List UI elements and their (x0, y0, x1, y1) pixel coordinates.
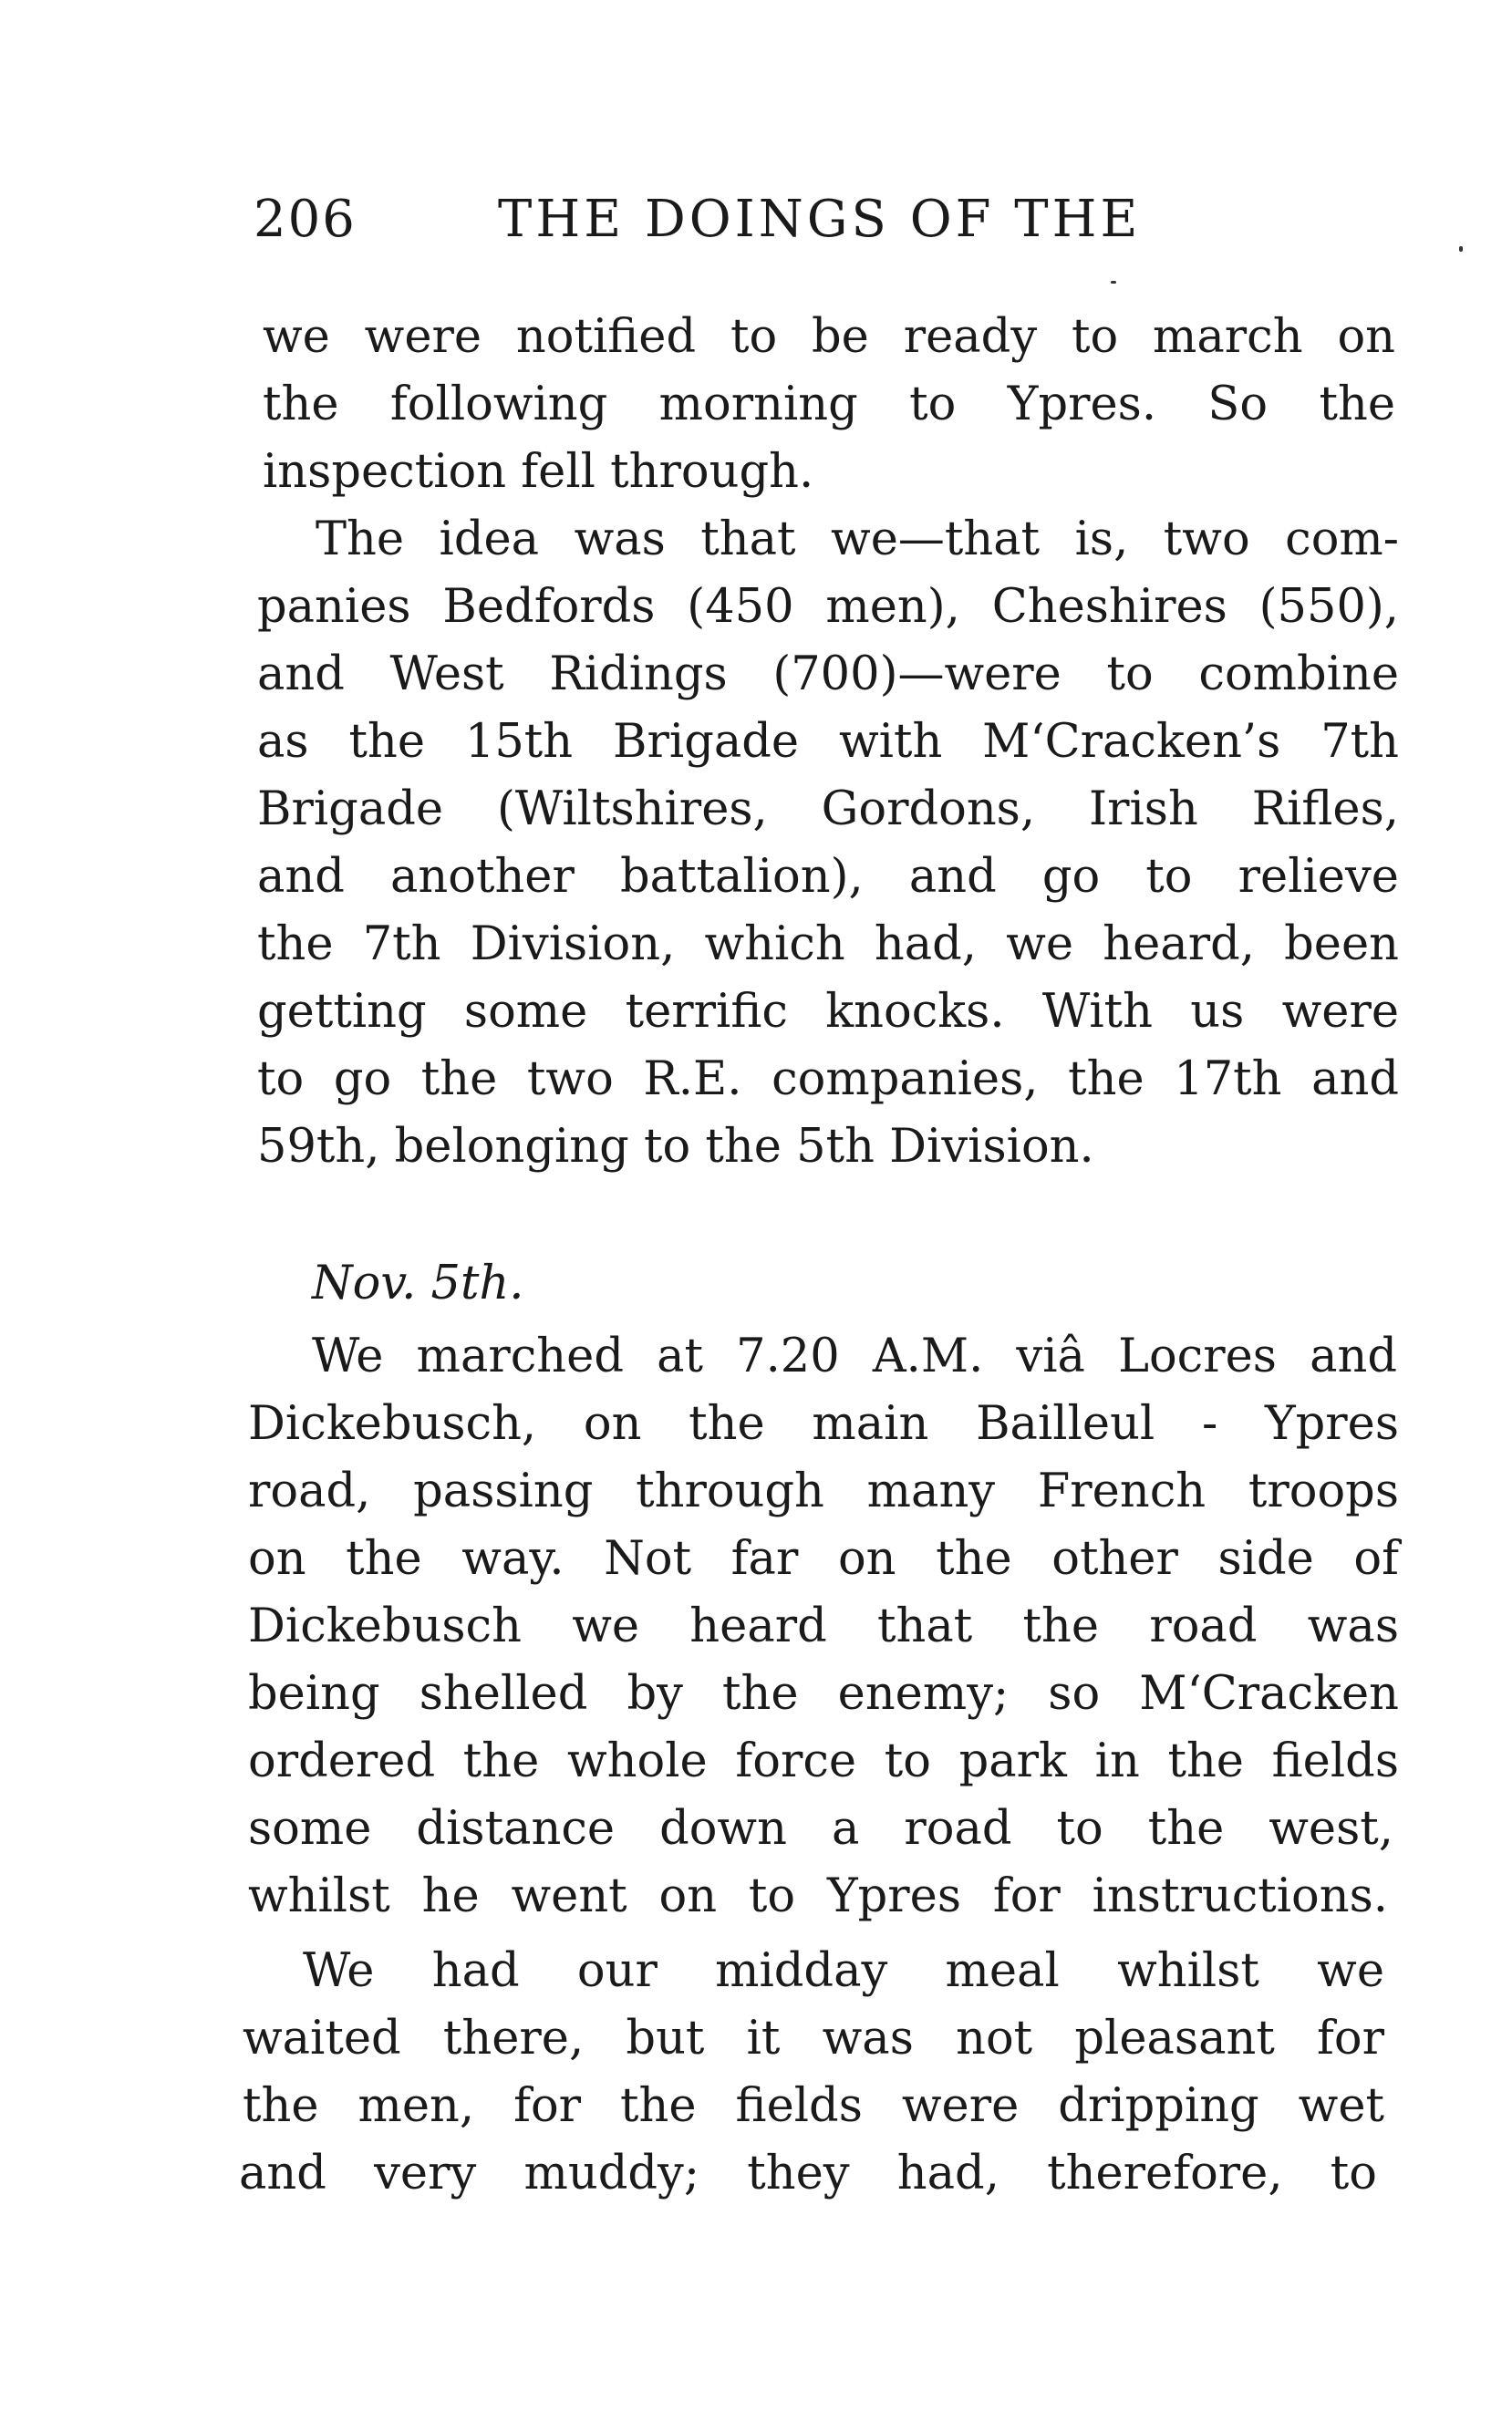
running-head: THE DOINGS OF THE (498, 190, 1142, 249)
text-line: Dickebusch we heard that the road was (248, 1600, 1399, 1653)
text-line: the following morning to Ypres. So the (263, 378, 1395, 431)
text-line: as the 15th Brigade with M‘Cracken’s 7th (257, 715, 1399, 769)
text-line: getting some terrific knocks. With us were (257, 985, 1399, 1039)
text-line: whilst he went on to Ypres for instructions. (248, 1869, 1388, 1923)
text-line: waited there, but it was not pleasant for (243, 2012, 1384, 2065)
page-number: 206 (254, 190, 357, 249)
text-line: panies Bedfords (450 men), Cheshires (550), (257, 580, 1399, 634)
text-line: the men, for the fields were dripping wet (243, 2079, 1384, 2133)
text-line: we were notified to be ready to march on (263, 310, 1395, 364)
text-line: being shelled by the enemy; so M‘Cracken (248, 1667, 1399, 1721)
text-line: and very muddy; they had, therefore, to (239, 2147, 1377, 2200)
text-line: the 7th Division, which had, we heard, been (257, 917, 1399, 971)
dateline: Nov. 5th. (312, 1257, 524, 1310)
text-line: Brigade (Wiltshires, Gordons, Irish Rifles, (257, 782, 1399, 836)
print-speck (1459, 246, 1463, 252)
text-line: road, passing through many French troops (248, 1465, 1399, 1518)
text-line: to go the two R.E. companies, the 17th and (257, 1052, 1399, 1106)
text-line: We marched at 7.20 A.M. viâ Locres and (312, 1330, 1397, 1383)
text-line: some distance down a road to the west, (248, 1802, 1393, 1856)
text-line: Dickebusch, on the main Bailleul - Ypres (248, 1397, 1399, 1451)
print-speck (1111, 281, 1116, 284)
text-line: We had our midday meal whilst we (303, 1944, 1384, 1998)
page-header (254, 190, 1485, 263)
text-line: and West Ridings (700)—were to combine (257, 647, 1399, 701)
text-line: on the way. Not far on the other side of (248, 1532, 1399, 1586)
text-line: The idea was that we—that is, two com- (316, 512, 1399, 566)
text-line: ordered the whole force to park in the fields (248, 1734, 1399, 1788)
text-line: inspection fell through. (263, 445, 814, 499)
text-line: and another battalion), and go to relieve (257, 850, 1399, 904)
text-line: 59th, belonging to the 5th Division. (257, 1120, 1094, 1174)
